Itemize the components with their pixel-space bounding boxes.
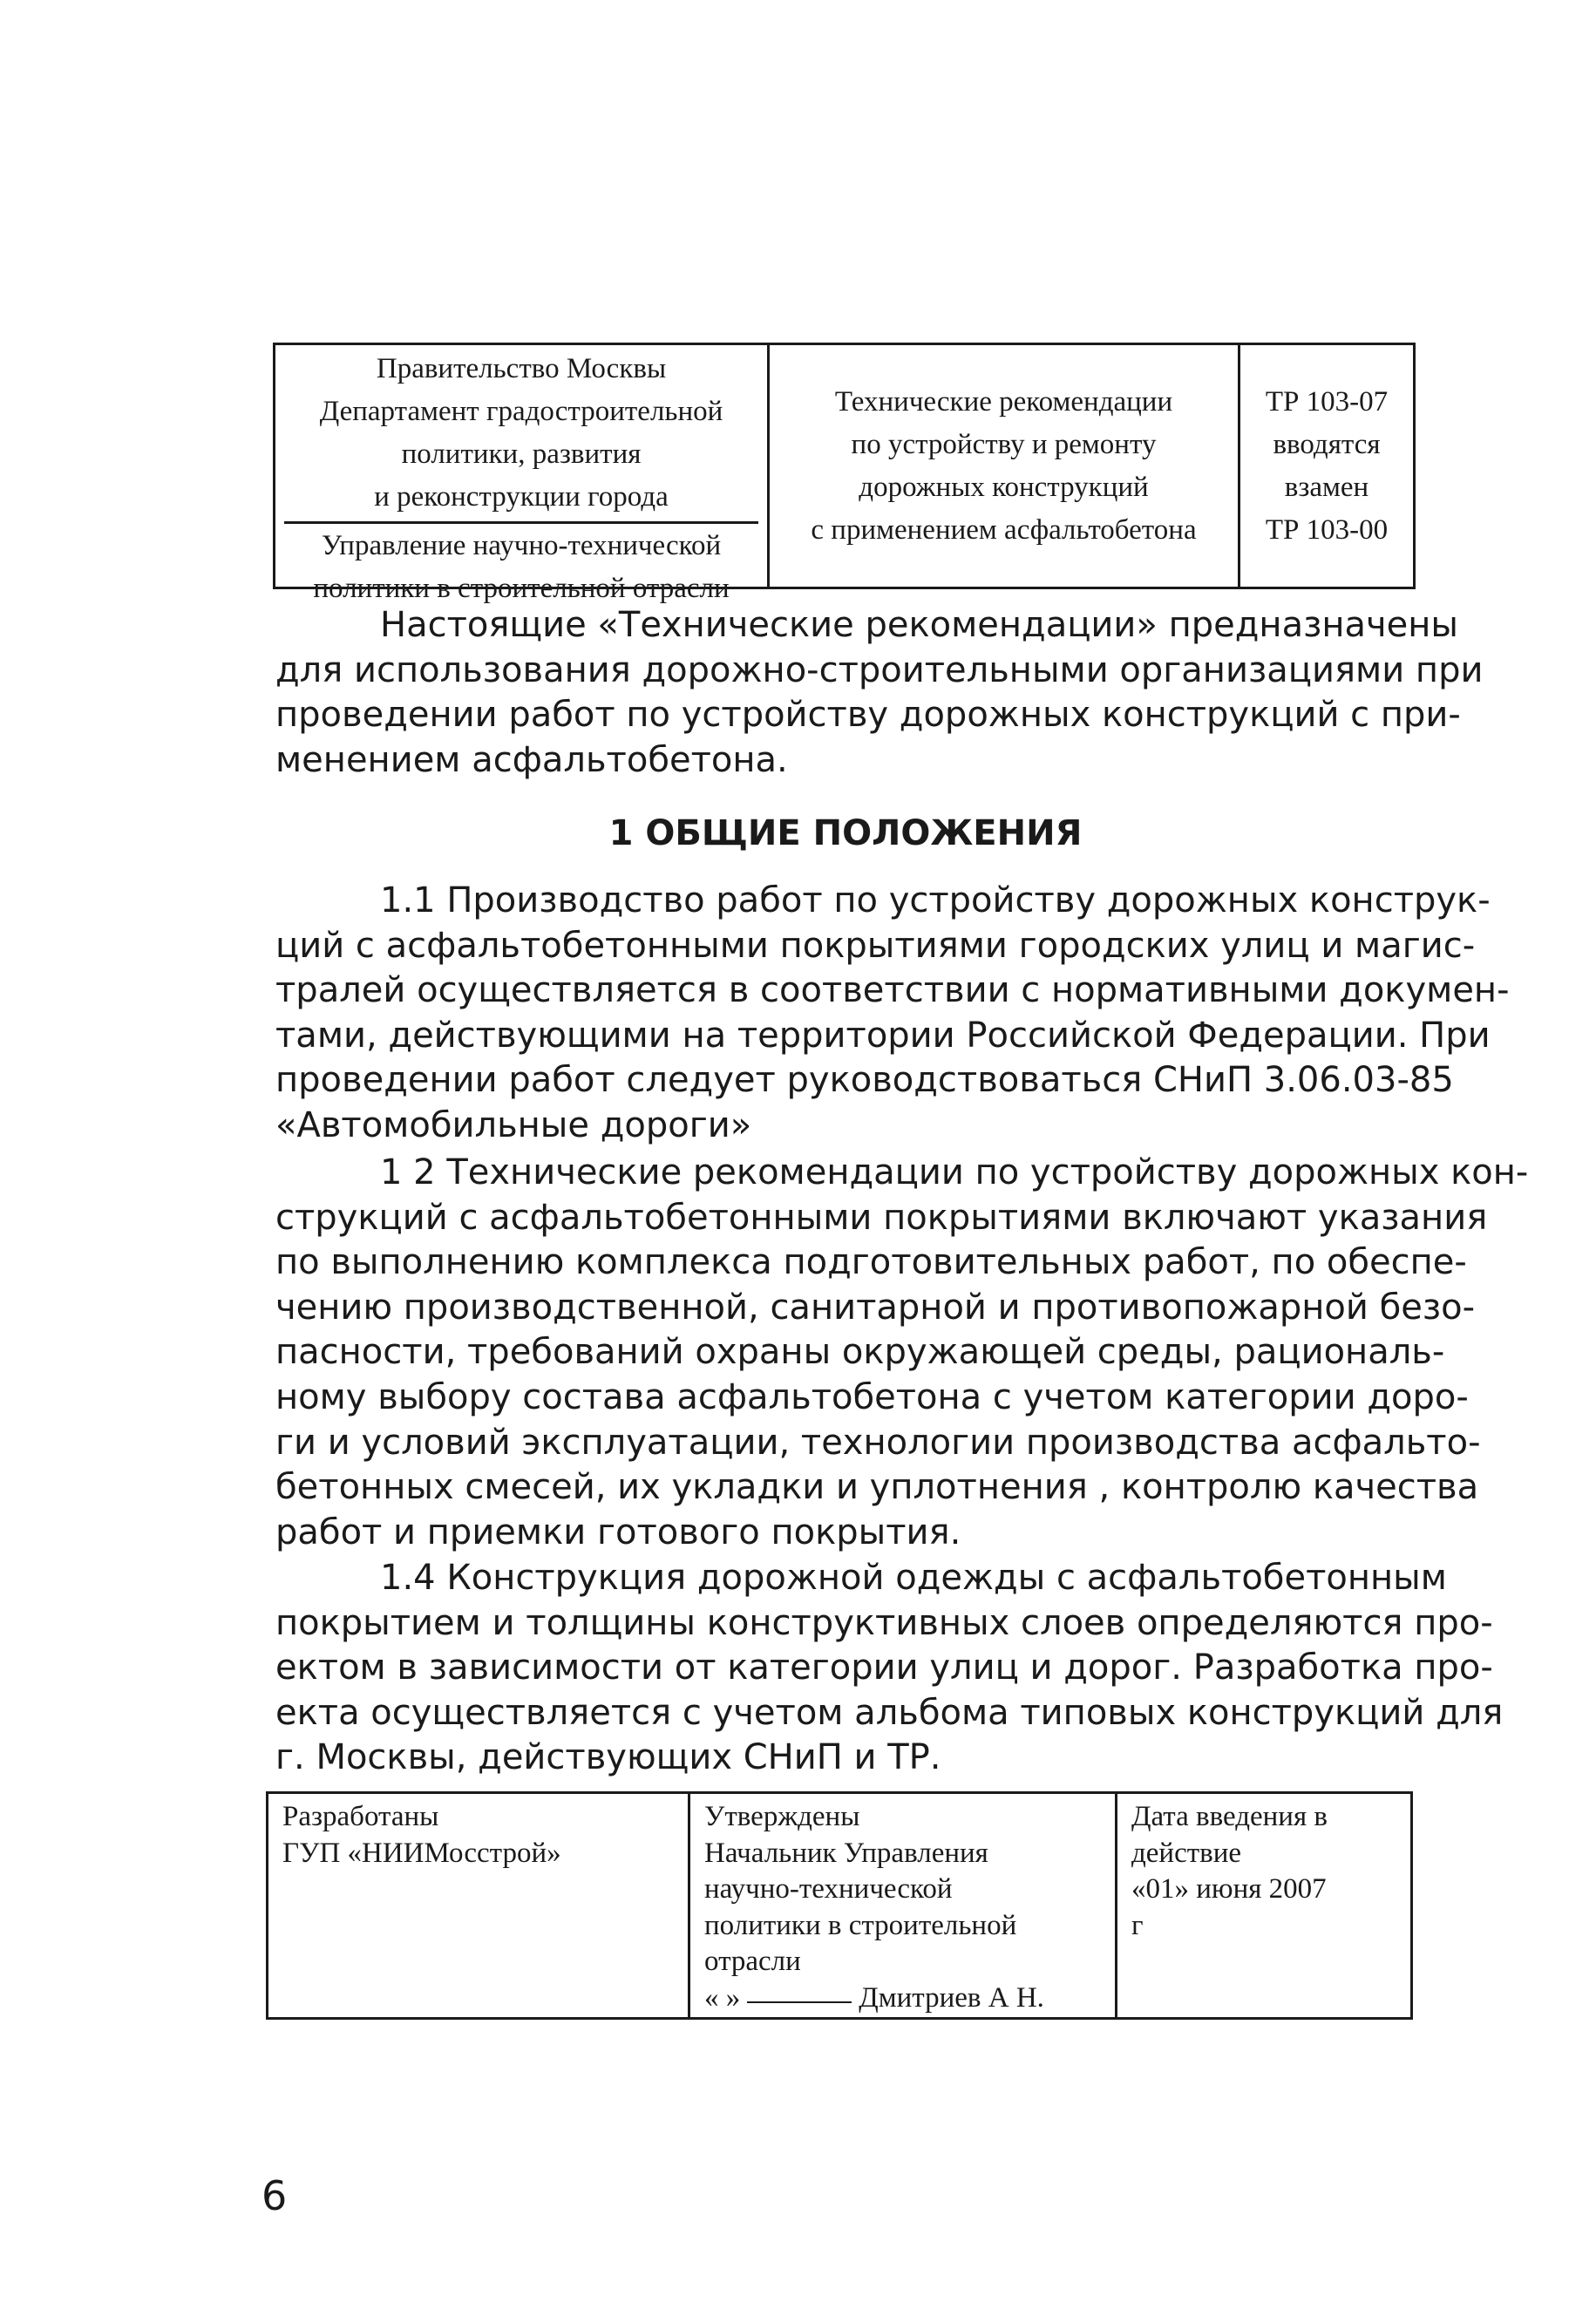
text-line: ций с асфальтобетонными покрытиями городских улиц и магис- xyxy=(275,925,1476,966)
approved-line: научно-технической xyxy=(704,1873,953,1905)
paragraph-1-1 xyxy=(275,879,1510,1149)
header-code-cell xyxy=(1240,345,1413,587)
text-line: тами, действующими на территории Российской Федерации. При xyxy=(275,1015,1491,1056)
text-line: 1.1 Производство работ по устройству дорожных конструк- xyxy=(380,880,1491,921)
text-line: для использования дорожно-строительными организациями при xyxy=(275,649,1484,690)
signature-date-quote: « » xyxy=(704,1981,741,2014)
signature-underline xyxy=(747,2001,852,2003)
org-line: и реконструкции города xyxy=(374,481,669,513)
approved-line: политики в строительной xyxy=(704,1909,1017,1941)
text-line: Настоящие «Технические рекомендации» предназначены xyxy=(380,605,1458,645)
text-line: «Автомобильные дороги» xyxy=(275,1104,752,1145)
approved-cell xyxy=(690,1794,1117,2017)
header-org-cell xyxy=(275,345,770,604)
developed-cell xyxy=(268,1794,690,2017)
approved-line: отрасли xyxy=(704,1946,801,1977)
text-line: по выполнению комплекса подготовительных работ, по обеспе- xyxy=(275,1242,1467,1283)
footer-table xyxy=(266,1791,1413,2020)
effective-line: Дата введения в xyxy=(1131,1801,1328,1832)
developed-line: ГУП «НИИМосстрой» xyxy=(282,1837,561,1869)
header-title-cell xyxy=(770,345,1240,587)
text-line: г. Москвы, действующих СНиП и ТР. xyxy=(275,1737,941,1778)
text-line: ному выбору состава асфальтобетона с учетом категории доро- xyxy=(275,1376,1469,1417)
effective-line: действие xyxy=(1131,1837,1242,1869)
paragraph-1-2 xyxy=(275,1151,1529,1555)
title-line: с применением асфальтобетона xyxy=(811,514,1197,546)
page-number: 6 xyxy=(261,2172,288,2219)
effective-line: г xyxy=(1131,1909,1144,1941)
text-line: тралей осуществляется в соответствии с нормативными докумен- xyxy=(275,970,1510,1011)
code-line: вводятся xyxy=(1273,429,1381,460)
signature-line xyxy=(690,1980,1115,2017)
division-line: Управление научно-технической xyxy=(321,530,722,561)
intro-paragraph xyxy=(275,603,1484,783)
org-divider xyxy=(284,521,758,524)
signature-name: Дмитриев А Н. xyxy=(859,1981,1044,2014)
text-line: проведении работ по устройству дорожных конструкций с при- xyxy=(275,695,1461,736)
header-table xyxy=(273,343,1416,604)
approved-line: Утверждены xyxy=(704,1801,860,1832)
text-line: струкций с асфальтобетонными покрытиями включают указания xyxy=(275,1197,1488,1238)
text-line: менением асфальтобетона. xyxy=(275,739,788,780)
text-line: работ и приемки готового покрытия. xyxy=(275,1512,961,1552)
text-line: 1 2 Технические рекомендации по устройству дорожных кон- xyxy=(380,1152,1529,1192)
text-line: екта осуществляется с учетом альбома типовых конструкций для xyxy=(275,1692,1504,1733)
paragraph-1-4 xyxy=(275,1556,1504,1781)
approved-line: Начальник Управления xyxy=(704,1837,988,1869)
org-line: политики, развития xyxy=(401,438,642,470)
section-title: 1 ОБЩИЕ ПОЛОЖЕНИЯ xyxy=(608,813,1083,853)
text-line: покрытием и толщины конструктивных слоев определяются про- xyxy=(275,1602,1493,1643)
text-line: чению производственной, санитарной и противопожарной безо- xyxy=(275,1287,1476,1328)
title-line: по устройству и ремонту xyxy=(851,429,1157,460)
code-line: ТР 103-07 xyxy=(1265,386,1389,418)
text-line: бетонных смесей, их укладки и уплотнения , контролю качества xyxy=(275,1467,1479,1508)
code-line: взамен xyxy=(1284,472,1369,503)
title-line: дорожных конструкций xyxy=(859,472,1149,503)
org-line: Департамент градостроительной xyxy=(319,396,723,427)
title-line: Технические рекомендации xyxy=(834,386,1173,418)
division-line: политики в строительной отрасли xyxy=(313,573,730,604)
text-line: 1.4 Конструкция дорожной одежды с асфальтобетонным xyxy=(380,1558,1447,1598)
text-line: проведении работ следует руководствоваться СНиП 3.06.03-85 xyxy=(275,1060,1454,1101)
effective-line: «01» июня 2007 xyxy=(1131,1873,1327,1905)
text-line: ги и условий эксплуатации, технологии производства асфальто- xyxy=(275,1422,1481,1463)
code-line: ТР 103-00 xyxy=(1265,514,1389,546)
text-line: пасности, требований охраны окружающей среды, рациональ- xyxy=(275,1332,1445,1373)
text-line: ектом в зависимости от категории улиц и дорог. Разработка про- xyxy=(275,1647,1493,1688)
org-line: Правительство Москвы xyxy=(376,353,667,384)
effective-date-cell xyxy=(1117,1794,1410,2017)
developed-line: Разработаны xyxy=(282,1801,439,1832)
